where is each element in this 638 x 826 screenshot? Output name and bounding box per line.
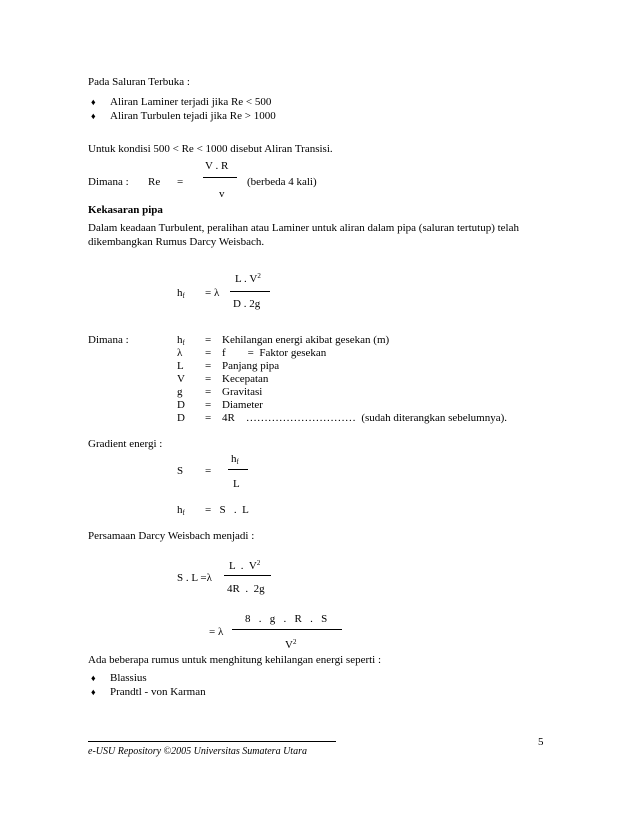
symbol: V: [177, 373, 185, 385]
definition: 4R ………………………… (sudah diterangkan sebelumnya).: [222, 412, 508, 424]
re-lhs: Re: [148, 176, 161, 188]
symbol: D: [177, 399, 185, 411]
gradient-lhs: S: [177, 465, 184, 477]
bullet-text: Aliran Laminer terjadi jika Re < 500: [110, 96, 272, 108]
fraction-line: [232, 629, 342, 630]
definition: Kehilangan energi akibat gesekan (m): [222, 334, 390, 346]
persamaan-lhs-2: = λ: [209, 626, 224, 638]
equals: =: [205, 386, 212, 398]
fraction-line: [224, 575, 271, 576]
section-heading-saluran-terbuka: Pada Saluran Terbuka :: [88, 76, 190, 88]
fraction-line: [228, 469, 248, 470]
persamaan-denominator-2: $V^2$: [285, 638, 297, 651]
bullet-icon: ♦: [91, 97, 96, 107]
symbol: D: [177, 412, 185, 424]
paragraph-line: Dalam keadaan Turbulent, peralihan atau Laminer untuk aliran dalam pipa (saluran tertutup) telah: [88, 222, 519, 234]
bullet-icon: ♦: [91, 111, 96, 121]
footer-text: e-USU Repository ©2005 Universitas Sumatera Utara: [88, 746, 307, 757]
darcy-lhs: $h_f$: [177, 287, 185, 300]
gradient-numerator: $h_f$: [231, 453, 239, 466]
symbol: λ: [177, 347, 183, 359]
section-heading-rumus: Ada beberapa rumus untuk menghitung kehilangan energi seperti :: [88, 654, 382, 666]
gradient-denominator: L: [233, 478, 240, 490]
equals: =: [205, 347, 212, 359]
persamaan-lhs-1: S . L =λ: [177, 572, 212, 584]
persamaan-numerator-1: L . $V^2$: [229, 559, 261, 572]
darcy-denominator: D . 2g: [233, 298, 261, 310]
equals: =: [205, 360, 212, 372]
section-heading-gradient: Gradient energi :: [88, 438, 163, 450]
re-denominator: v: [219, 188, 225, 200]
bullet-text: Blassius: [110, 672, 147, 684]
equals: =: [205, 334, 212, 346]
definition: Panjang pipa: [222, 360, 280, 372]
definition: Diameter: [222, 399, 263, 411]
persamaan-numerator-2: 8 . g . R . S: [245, 613, 328, 625]
section-heading-kekasaran: Kekasaran pipa: [88, 204, 163, 216]
bullet-icon: ♦: [91, 673, 96, 683]
gradient-hf-equation: = S . L: [205, 504, 249, 516]
darcy-numerator: L . $V^2$: [235, 272, 261, 285]
persamaan-denominator-1: 4R . 2g: [227, 583, 265, 595]
page-number: 5: [538, 736, 544, 748]
dimana-label: Dimana :: [88, 334, 129, 346]
definition: Gravitasi: [222, 386, 263, 398]
bullet-icon: ♦: [91, 687, 96, 697]
paragraph-line: dikembangkan Rumus Darcy Weisbach.: [88, 236, 265, 248]
equals: =: [205, 373, 212, 385]
re-numerator: V . R: [205, 160, 229, 172]
bullet-text: Aliran Turbulen tejadi jika Re > 1000: [110, 110, 276, 122]
symbol: L: [177, 360, 184, 372]
gradient-hf-symbol: $h_f$: [177, 504, 185, 517]
symbol: g: [177, 386, 183, 398]
fraction-line: [203, 177, 237, 178]
re-equals: =: [177, 176, 184, 188]
section-heading-persamaan: Persamaan Darcy Weisbach menjadi :: [88, 530, 255, 542]
gradient-equals: =: [205, 465, 212, 477]
footer-divider: [88, 741, 336, 742]
equals: =: [205, 412, 212, 424]
dimana-label: Dimana :: [88, 176, 129, 188]
re-note: (berbeda 4 kali): [247, 176, 317, 188]
darcy-equals-lambda: = λ: [205, 287, 220, 299]
fraction-line: [230, 291, 270, 292]
definition: Kecepatan: [222, 373, 269, 385]
equals: =: [205, 399, 212, 411]
transisi-text: Untuk kondisi 500 < Re < 1000 disebut Aliran Transisi.: [88, 143, 333, 155]
bullet-text: Prandtl - von Karman: [110, 686, 206, 698]
symbol: $h_f$: [177, 334, 185, 347]
definition: f = Faktor gesekan: [222, 347, 327, 359]
